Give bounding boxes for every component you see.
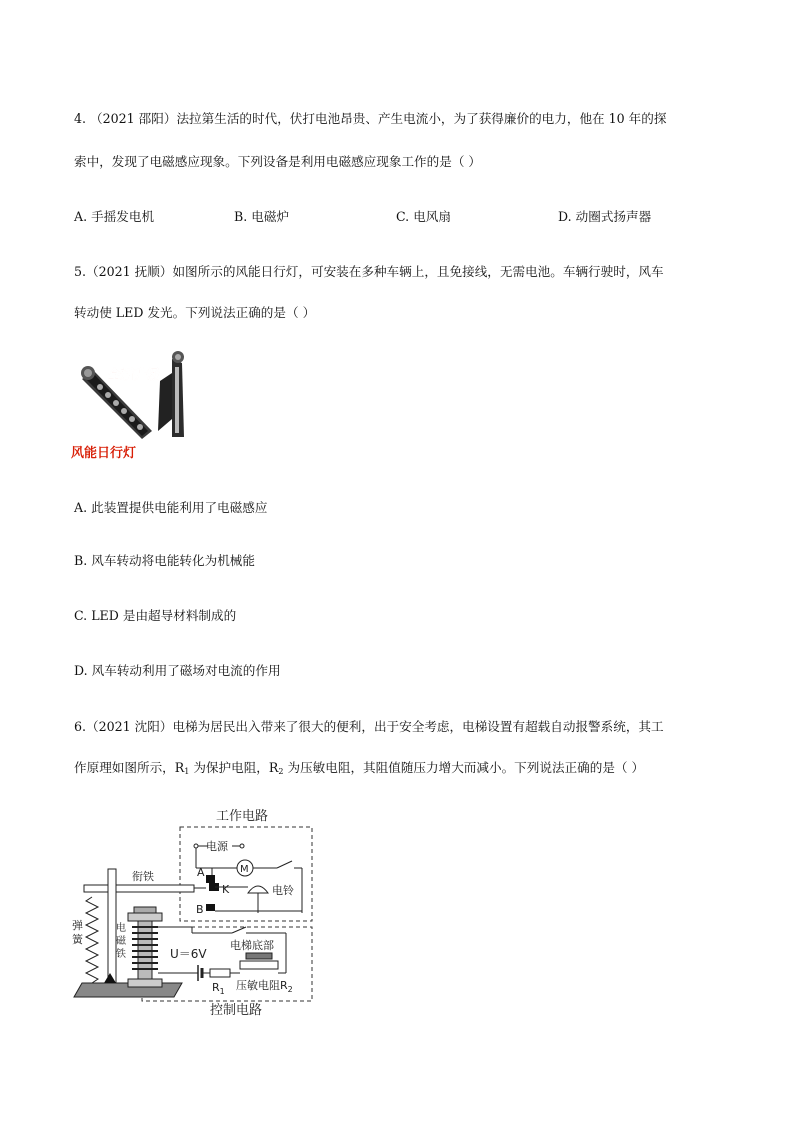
- q6-stem-line1: 6.（2021 沈阳）电梯为居民出入带来了很大的便利，出于安全考虑，电梯设置有超载自动报警系统，其工: [74, 719, 664, 734]
- right-lamp-icon: [158, 351, 184, 437]
- q5-option-d: D. 风车转动利用了磁场对电流的作用: [74, 663, 281, 678]
- r2-label: 压敏电阻$R_2$: [236, 979, 293, 994]
- voltage-label: U＝6V: [170, 947, 207, 961]
- q4-option-b: B. 电磁炉: [234, 209, 290, 224]
- q5-stem-line1: 5.（2021 抚顺）如图所示的风能日行灯，可安装在多种车辆上，且免接线，无需电池。车辆行驶时，风车: [74, 264, 664, 279]
- q5-stem-line2: 转动使 LED 发光。下列说法正确的是（ ）: [74, 305, 316, 320]
- bell-label: 电铃: [272, 884, 294, 897]
- pivot-post-icon: [108, 869, 116, 989]
- control-circuit-label: 控制电路: [210, 1003, 263, 1018]
- power-label: 电源: [206, 840, 228, 853]
- r1-resistor-icon: [210, 969, 230, 977]
- wind-light-figure: [68, 345, 198, 463]
- spring-icon: [86, 897, 98, 983]
- q4-option-c: C. 电风扇: [396, 209, 451, 224]
- figure-title-top: 全新升级: [108, 368, 161, 383]
- contact-b-label: B: [196, 903, 204, 916]
- control-switch-icon: [232, 927, 246, 933]
- q4-option-d: D. 动圈式扬声器: [558, 209, 652, 224]
- r1-label: $R_1$: [212, 981, 225, 996]
- q4-stem-line2: 索中，发现了电磁感应现象。下列设备是利用电磁感应现象工作的是（ ）: [74, 154, 482, 169]
- q4-option-a: A. 手摇发电机: [74, 209, 155, 224]
- contact-a-label: A: [197, 866, 205, 879]
- contact-b-icon: [206, 904, 215, 911]
- q5-option-b: B. 风车转动将电能转化为机械能: [74, 553, 255, 568]
- armature-icon: [84, 885, 194, 892]
- svg-text:M: M: [240, 864, 249, 875]
- armature-label: 衔铁: [132, 870, 154, 883]
- q5-option-a: A. 此装置提供电能利用了电磁感应: [74, 500, 268, 515]
- motor-switch-icon: [277, 861, 292, 868]
- electromagnet-label: 电磁铁: [116, 923, 126, 960]
- elevator-floor-icon: [246, 953, 272, 959]
- pressure-resistor-icon: [240, 961, 278, 969]
- bell-icon: [248, 886, 268, 893]
- work-circuit-label: 工作电路: [216, 809, 269, 824]
- elevator-floor-label: 电梯底部: [230, 939, 274, 952]
- q5-option-c: C. LED 是由超导材料制成的: [74, 608, 237, 623]
- q4-stem-line1: 4. （2021 邵阳）法拉第生活的时代，伏打电池昂贵、产生电流小，为了获得廉价的电力，他在 10 年的探: [74, 111, 667, 126]
- spring-label: 弹簧: [72, 919, 83, 946]
- q6-stem-line2: 作原理如图所示，$R_1$ 为保护电阻，$R_2$ 为压敏电阻，其阻值随压力增大而减小。下列说法正确的是（ ）: [74, 760, 645, 776]
- elevator-circuit-diagram: [72, 803, 320, 1018]
- contact-k-label: K: [222, 883, 230, 896]
- contact-a-icon: [206, 875, 215, 883]
- figure-title-bottom: 风能日行灯: [71, 446, 137, 461]
